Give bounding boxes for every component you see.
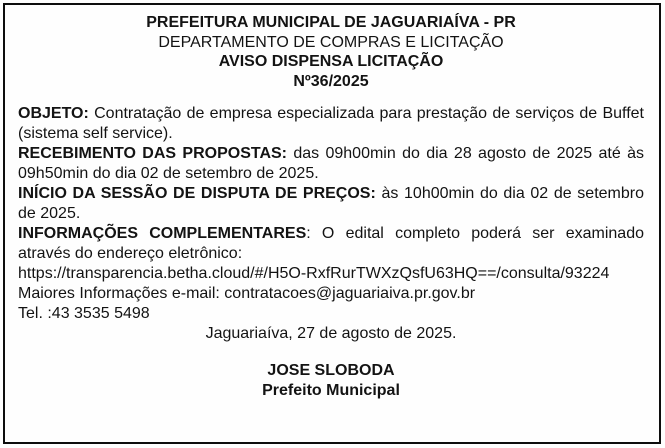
municipality-title: PREFEITURA MUNICIPAL DE JAGUARIAÍVA - PR bbox=[146, 14, 516, 31]
signer-name: JOSE SLOBODA bbox=[267, 362, 395, 379]
notice-document bbox=[3, 3, 661, 444]
notice-number: Nº36/2025 bbox=[293, 72, 369, 90]
notice-body bbox=[18, 104, 644, 401]
informacoes-label: INFORMAÇÕES COMPLEMENTARES bbox=[18, 225, 307, 242]
informacoes-paragraph bbox=[18, 224, 644, 264]
department-subtitle: DEPARTAMENTO DE COMPRAS E LICITAÇÃO bbox=[158, 33, 504, 51]
objeto-text: Contratação de empresa especializada para prestação de serviços de Buffet (sistema self service). bbox=[18, 105, 644, 142]
inicio-text: às 10h00min do dia 02 de setembro de 2025. bbox=[18, 185, 644, 222]
signature-block bbox=[18, 361, 644, 401]
informacoes-text: : O edital completo poderá ser examinado através do endereço eletrônico: bbox=[18, 225, 644, 262]
contact-phone-line: Tel. :43 3535 5498 bbox=[18, 305, 150, 322]
date-line: Jaguariaíva, 27 de agosto de 2025. bbox=[205, 325, 457, 342]
contact-email-line: Maiores Informações e-mail: contratacoes@jaguariaiva.pr.gov.br bbox=[18, 285, 476, 302]
objeto-label: OBJETO: bbox=[18, 105, 89, 122]
edital-url: https://transparencia.betha.cloud/#/H5O-RxfRurTWXzQsfU63HQ==/consulta/93224 bbox=[18, 265, 610, 282]
notice-type: AVISO DISPENSA LICITAÇÃO bbox=[218, 53, 444, 70]
inicio-label: INÍCIO DA SESSÃO DE DISPUTA DE PREÇOS: bbox=[18, 185, 376, 202]
objeto-paragraph bbox=[18, 104, 644, 144]
notice-header bbox=[18, 13, 644, 91]
signer-title: Prefeito Municipal bbox=[262, 382, 400, 399]
recebimento-label: RECEBIMENTO DAS PROPOSTAS: bbox=[18, 145, 287, 162]
recebimento-text: das 09h00min do dia 28 agosto de 2025 até às 09h50min do dia 02 de setembro de 2025. bbox=[18, 145, 644, 182]
recebimento-paragraph bbox=[18, 144, 644, 184]
inicio-paragraph bbox=[18, 184, 644, 224]
